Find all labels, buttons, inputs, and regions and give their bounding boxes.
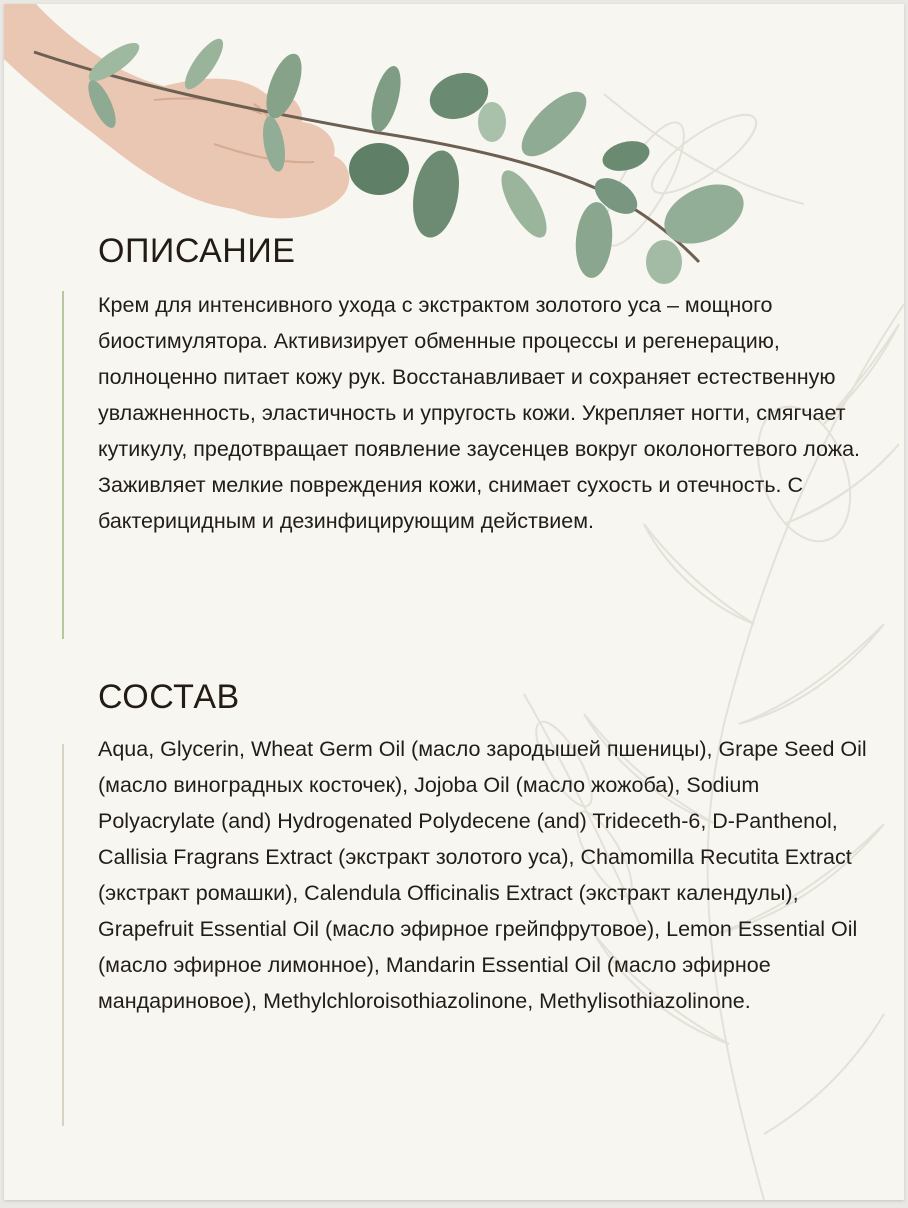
hand-illustration bbox=[4, 4, 349, 218]
description-accent-bar bbox=[62, 291, 64, 639]
composition-accent-bar bbox=[62, 744, 64, 1126]
botanical-background-illustration bbox=[4, 4, 904, 1200]
composition-text: Aqua, Glycerin, Wheat Germ Oil (масло зародышей пшеницы), Grape Seed Oil (масло виноградных косточек), Jojoba Oil (масло жожоба), Sodium Polyacrylate (and) Hydrogenated Polydecene (and) Trideceth-6, D-Panthenol, Callisia Fragrans Extract (экстракт золотого уса), Chamomilla Recutita Extract (экстракт ромашки), Calendula Officinalis Extract (экстракт календулы), Grapefruit Essential Oil (масло эфирное грейпфрутовое), Lemon Essential Oil (масло эфирное лимонное), Mandarin Essential Oil (масло эфирное мандариновое), Methylchloroisothiazolinone, Methylisothiazolinone. bbox=[98, 737, 867, 1013]
composition-title: СОСТАВ bbox=[98, 678, 240, 716]
description-title: ОПИСАНИЕ bbox=[98, 232, 296, 270]
description-text: Крем для интенсивного ухода с экстрактом золотого уса – мощного биостимулятора. Активизирует обменные процессы и регенерацию, полноценно питает кожу рук. Восстанавливает и сохраняет естественную увлажненность, эластичность и упругость кожи. Укрепляет ногти, смягчает кутикулу, предотвращает появление заусенцев вокруг околоногтевого ложа. Заживляет мелкие повреждения кожи, снимает сухость и отечность. С бактерицидным и дезинфицирующим действием. bbox=[98, 293, 861, 533]
product-info-card bbox=[4, 4, 904, 1200]
